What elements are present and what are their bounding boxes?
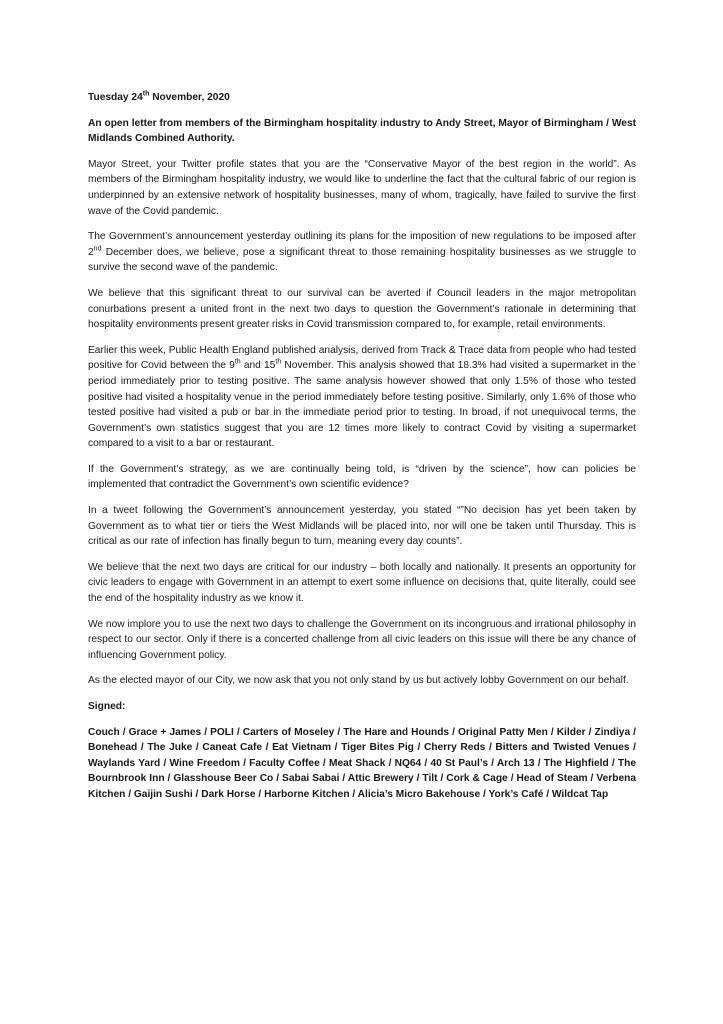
- paragraph-9: As the elected mayor of our City, we now ask that you not only stand by us but actively lobby Government on our behalf.: [88, 675, 629, 687]
- paragraph-2-part-b: December does, we believe, pose a significant threat to those remaining hospitality businesses as we struggle to survive the second wave of the pandemic.: [88, 246, 636, 274]
- paragraph-4-part-c: November. This analysis showed that 18.3% had visited a supermarket in the period immediately prior to testing positive. The same analysis however showed that only 1.5% of those who tested positive had visited a hospitality venue in the period immediately before testing positive. Similarly, only 1.6% of those who tested positive had visited a pub or bar in the immediate period prior to testing. In broad, if not unequivocal terms, the Government’s own statistics suggest that you are 12 times more likely to contract Covid by visiting a supermarket compared to a visit to a bar or restaurant.: [88, 360, 636, 450]
- date-superscript: th: [142, 90, 150, 98]
- paragraph-2-part-a: The Government’s announcement yesterday outlining its plans for the imposition of new regulations to be imposed after 2: [88, 231, 636, 258]
- paragraph-3: We believe that this significant threat to our survival can be averted if Council leaders in the major metropolitan conurbations present a united front in the next two days to question the Government’s rationale in determining that hospitality environments present greater risks in Covid transmission compared to, for example, retail environments.: [88, 287, 636, 331]
- paragraph-4: [88, 343, 636, 452]
- date-suffix: November, 2020: [149, 92, 230, 103]
- paragraph-4-superscript-2: th: [275, 358, 282, 366]
- paragraph-1: Mayor Street, your Twitter profile states that you are the “Conservative Mayor of the best region in the world”. As members of the Birmingham hospitality industry, we would like to underline the fact that the cultural fabric of our region is underpinned by an extensive network of hospitality businesses, many of whom, tragically, have failed to survive the first wave of the Covid pandemic.: [88, 158, 636, 217]
- letter-body: [88, 90, 636, 803]
- paragraph-6: In a tweet following the Government’s announcement yesterday, you stated “”No decision has yet been taken by Government as to what tier or tiers the West Midlands will be placed into, nor will one be taken until Thursday. This is critical as our rate of infection has finally begun to turn, meaning every day counts”.: [88, 505, 636, 548]
- letter-heading: An open letter from members of the Birmingham hospitality industry to Andy Street, Mayor of Birmingham / West Midlands Combined Authority.: [88, 117, 636, 145]
- paragraph-8: We now implore you to use the next two days to challenge the Government on its incongruous and irrational philosophy in respect to our sector. Only if there is a concerted challenge from all civic leaders on this issue will there be any chance of influencing Government policy.: [88, 618, 636, 661]
- signed-label: Signed:: [88, 701, 126, 712]
- paragraph-7: We believe that the next two days are critical for our industry – both locally and nationally. It presents an opportunity for civic leaders to engage with Government in an attempt to exert some influence on decisions that, quite literally, could see the end of the hospitality industry as we know it.: [88, 561, 636, 605]
- letter-date: [88, 90, 636, 106]
- paragraph-4-part-a: Earlier this week, Public Health England published analysis, derived from Track & Trace data from people who had tested positive for Covid between the 9: [88, 344, 636, 372]
- paragraph-4-superscript-1: th: [234, 358, 241, 366]
- paragraph-2: [88, 229, 636, 276]
- paragraph-4-part-b: and 15: [240, 360, 276, 372]
- signatories-list: Couch / Grace + James / POLI / Carters of Moseley / The Hare and Hounds / Original Patty Men / Kilder / Zindiya / Bonehead / The Juke / Caneat Cafe / Eat Vietnam / Tiger Bites Pig / Cherry Reds / Bitters and Twisted Venues / Waylands Yard / Wine Freedom / Faculty Coffee / Meat Shack / NQ64 / 40 St Paul’s / Arch 13 / The Highfield / The Bournbrook Inn / Glasshouse Beer Co / Sabai Sabai / Attic Brewery / Tilt / Cork & Cage / Head of Steam / Verbena Kitchen / Gaijin Sushi / Dark Horse / Harborne Kitchen / Alicia’s Micro Bakehouse / York’s Café / Wildcat Tap: [88, 726, 636, 800]
- paragraph-2-superscript: nd: [93, 245, 102, 253]
- date-prefix: Tuesday 24: [88, 92, 143, 103]
- paragraph-5: If the Government’s strategy, as we are continually being told, is “driven by the science”, how can policies be implemented that contradict the Government’s own scientific evidence?: [88, 463, 636, 491]
